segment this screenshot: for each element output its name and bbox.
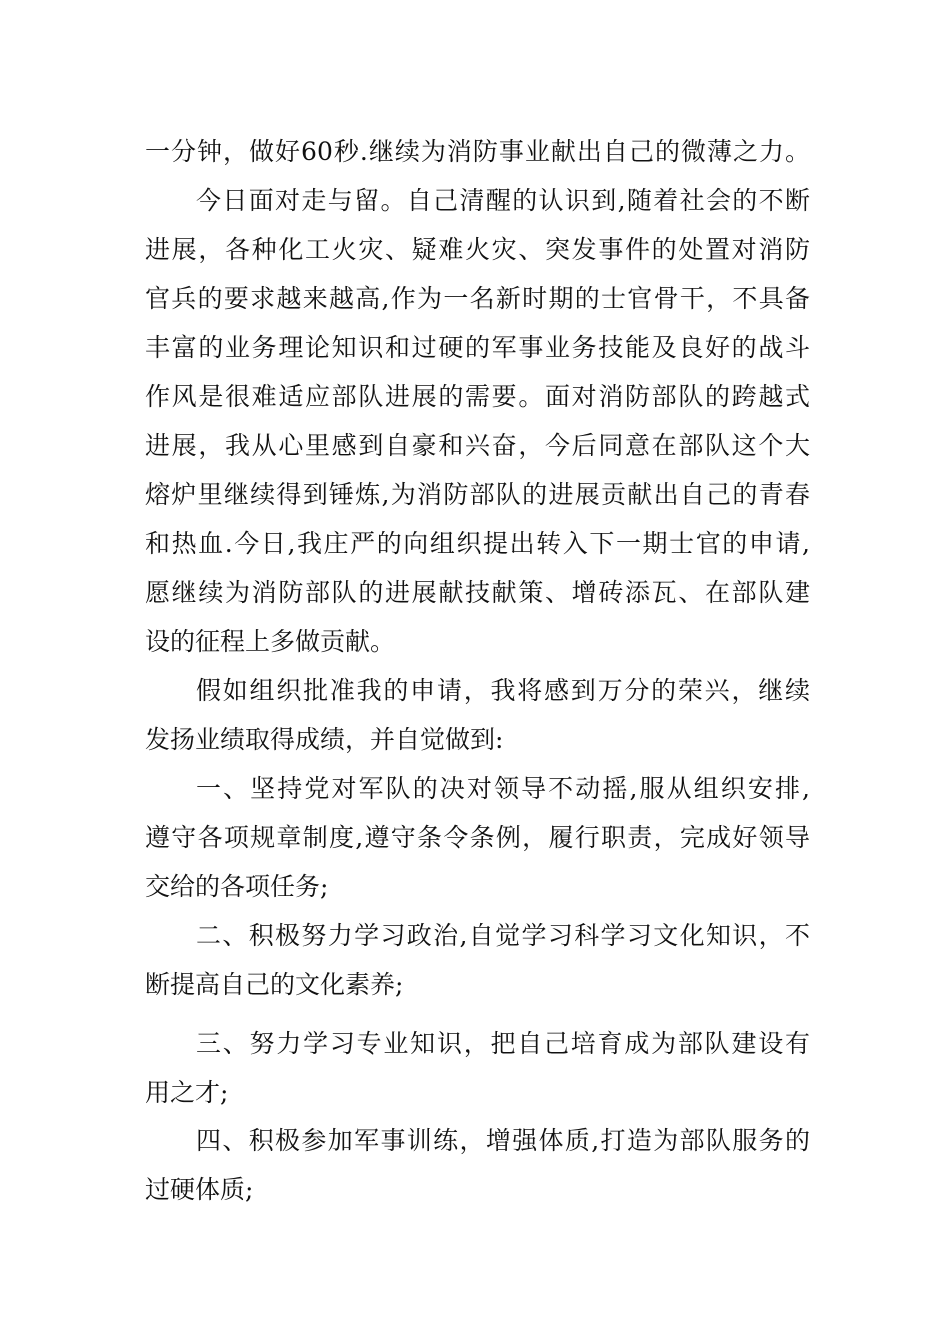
text-line: 和热血.今日,我庄严的向组织提出转入下一期士官的申请, [145, 529, 810, 558]
paragraph-last-line: 设的征程上多做贡献。 [145, 627, 396, 656]
text-line: 一分钟，做好60秒.继续为消防事业献出自己的微薄之力。 [145, 137, 810, 166]
list-item-3-line: 三、努力学习专业知识，把自己培育成为部队建设有 [196, 1029, 810, 1058]
paragraph-first-line: 假如组织批准我的申请，我将感到万分的荣兴，继续 [196, 676, 810, 705]
paragraph-last-line: 用之才; [145, 1078, 229, 1107]
paragraph-last-line: 过硬体质; [145, 1175, 254, 1204]
text-line: 进展，各种化工火灾、疑难火灾、突发事件的处置对消防 [145, 235, 810, 264]
text-line: 官兵的要求越来越高,作为一名新时期的士官骨干，不具备 [145, 284, 810, 313]
list-item-2-line: 二、积极努力学习政治,自觉学习科学习文化知识，不 [196, 921, 810, 950]
text-line: 愿继续为消防部队的进展献技献策、增砖添瓦、在部队建 [145, 578, 810, 607]
text-line: 进展，我从心里感到自豪和兴奋，今后同意在部队这个大 [145, 431, 810, 460]
text-line: 丰富的业务理论知识和过硬的军事业务技能及良好的战斗 [145, 333, 810, 362]
paragraph-last-line: 交给的各项任务; [145, 872, 329, 901]
text-line: 作风是很难适应部队进展的需要。面对消防部队的跨越式 [145, 382, 810, 411]
paragraph-first-line: 今日面对走与留。自己清醒的认识到,随着社会的不断 [196, 186, 810, 215]
paragraph-last-line: 发扬业绩取得成绩，并自觉做到: [145, 725, 504, 754]
paragraph-last-line: 断提高自己的文化素养; [145, 970, 404, 999]
list-item-4-line: 四、积极参加军事训练，增强体质,打造为部队服务的 [196, 1126, 810, 1155]
text-line: 熔炉里继续得到锤炼,为消防部队的进展贡献出自己的青春 [145, 480, 810, 509]
text-line: 遵守各项规章制度,遵守条令条例，履行职责，完成好领导 [145, 823, 810, 852]
list-item-1-line: 一、坚持党对军队的决对领导不动摇,服从组织安排, [196, 774, 810, 803]
